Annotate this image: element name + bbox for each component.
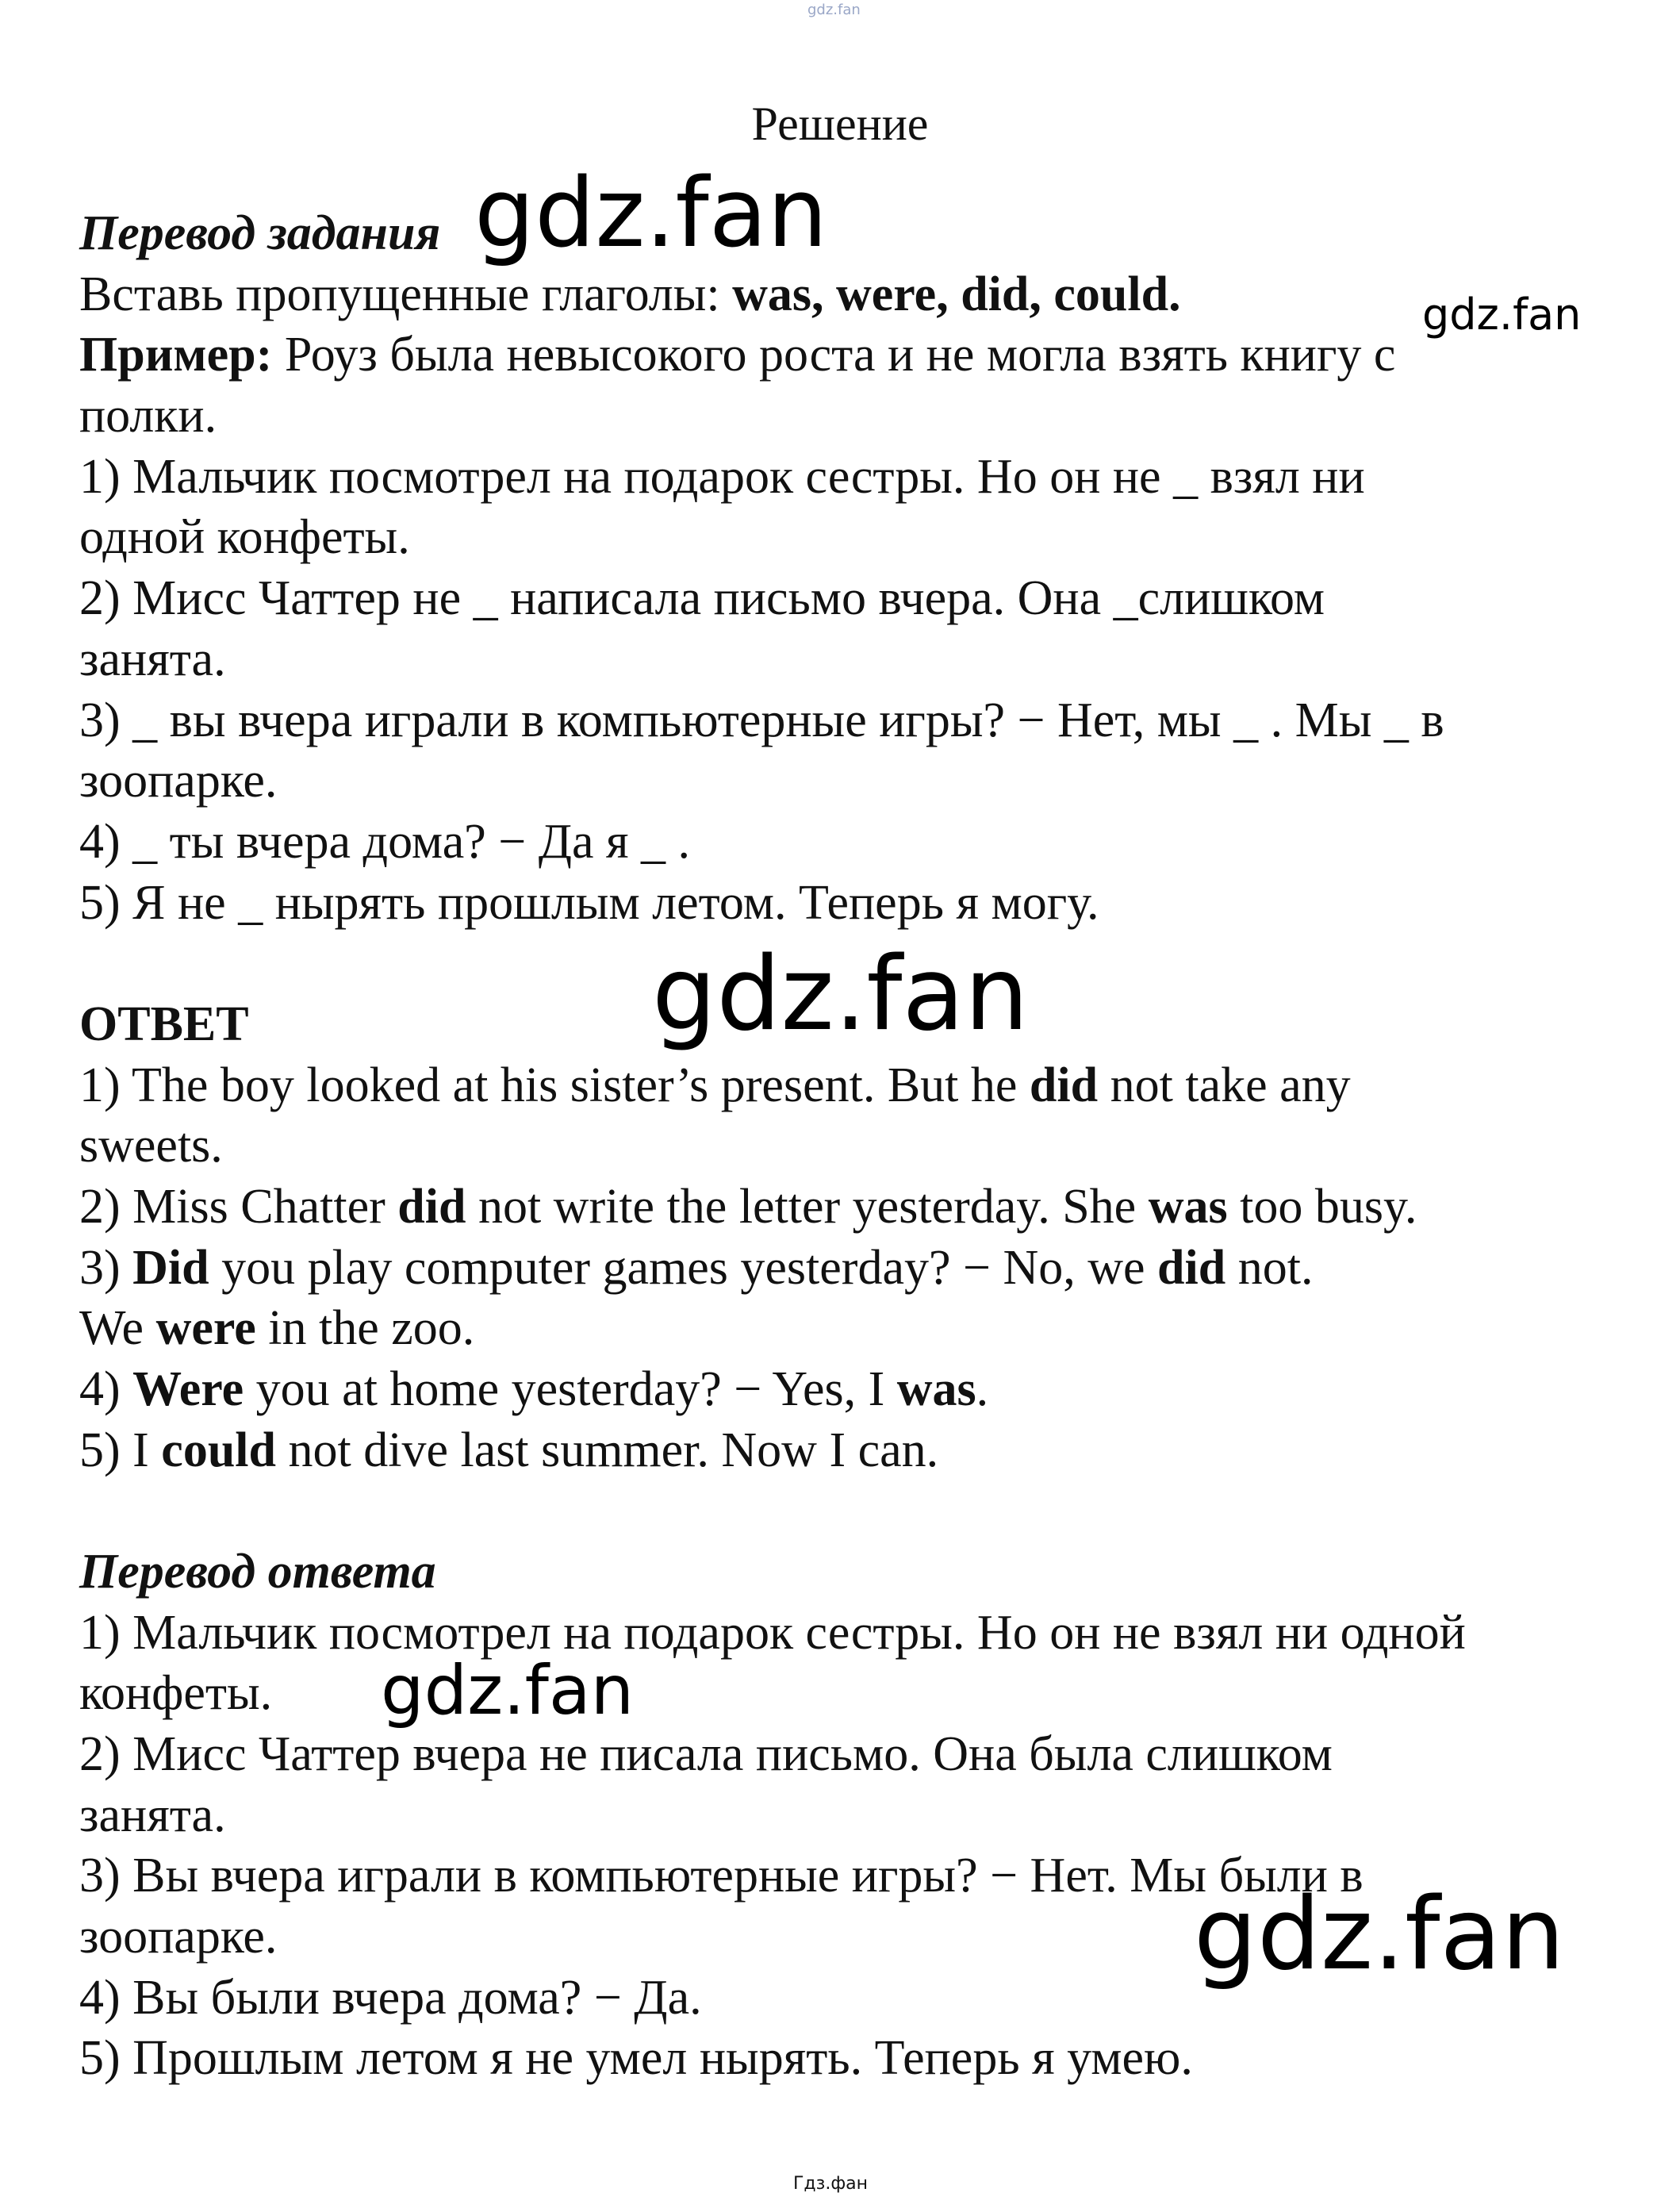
translation-line: 5) Прошлым летом я не умел нырять. Теперь я умею. [79, 2031, 1193, 2085]
translation-line: 4) Вы были вчера дома? − Да. [79, 1971, 702, 2025]
task-item: занята. [79, 632, 226, 686]
answer-line: 3) Did you play computer games yesterday? − No, we did not. [79, 1241, 1314, 1295]
page-title: Решение [751, 98, 929, 150]
answer-line: sweets. [79, 1119, 223, 1173]
answer-line: 4) Were you at home yesterday? − Yes, I was. [79, 1362, 989, 1416]
task-item: 1) Мальчик посмотрел на подарок сестры. Но он не _ взял ни [79, 450, 1365, 504]
answer-heading: ОТВЕТ [79, 997, 249, 1051]
translation-line: 3) Вы вчера играли в компьютерные игры? − Нет. Мы были в [79, 1849, 1364, 1903]
answer-line: 1) The boy looked at his sister’s present. But he did not take any [79, 1058, 1351, 1112]
task-item: зоопарке. [79, 754, 278, 808]
task-item: 2) Мисс Чаттер не _ написала письмо вчера. Она _слишком [79, 571, 1325, 625]
answer-line: 5) I could not dive last summer. Now I can. [79, 1423, 939, 1477]
answer-line: We were in the zoo. [79, 1301, 475, 1355]
task-example: Пример: Роуз была невысокого роста и не могла взять книгу с [79, 328, 1396, 382]
watermark-logo: gdz.fan [652, 935, 1029, 1054]
translation-line: 1) Мальчик посмотрел на подарок сестры. Но он не взял ни одной [79, 1606, 1466, 1660]
task-item: 4) _ ты вчера дома? − Да я _ . [79, 815, 691, 869]
watermark-logo: gdz.fan [381, 1651, 635, 1730]
task-item: 5) Я не _ нырять прошлым летом. Теперь я могу. [79, 876, 1099, 930]
translation-line: занята. [79, 1788, 226, 1842]
task-instruction: Вставь пропущенные глаголы: was, were, did, could. [79, 267, 1181, 321]
answer-line: 2) Miss Chatter did not write the letter yesterday. She was too busy. [79, 1180, 1417, 1234]
top-watermark: gdz.fan [807, 2, 861, 18]
task-item: 3) _ вы вчера играли в компьютерные игры? − Нет, мы _ . Мы _ в [79, 693, 1444, 747]
watermark-logo: gdz.fan [474, 159, 828, 269]
footer-text: Гдз.фан [793, 2174, 868, 2194]
translation-line: зоопарке. [79, 1910, 278, 1964]
watermark-logo: gdz.fan [1422, 290, 1582, 340]
task-example-cont: полки. [79, 389, 217, 443]
task-heading: Перевод задания [79, 206, 441, 260]
task-item: одной конфеты. [79, 510, 410, 564]
translation-line: 2) Мисс Чаттер вчера не писала письмо. Она была слишком [79, 1727, 1333, 1781]
translation-heading: Перевод ответа [79, 1545, 436, 1599]
watermark-logo: gdz.fan [1194, 1876, 1565, 1992]
translation-line: конфеты. [79, 1666, 273, 1720]
